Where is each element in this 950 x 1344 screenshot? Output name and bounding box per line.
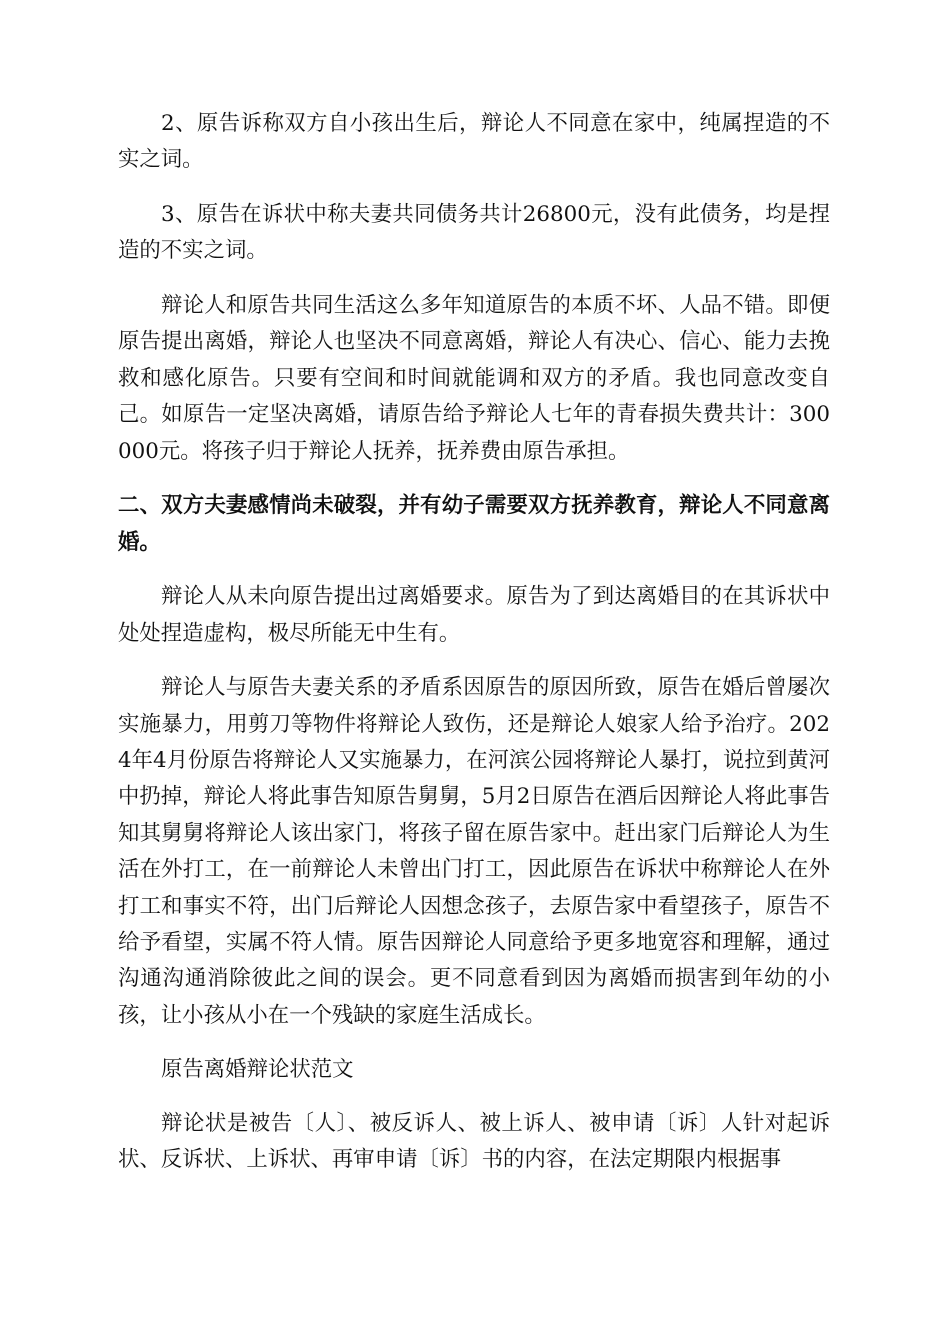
sample-title: 原告离婚辩论状范文 [161, 1057, 354, 1083]
document-page [118, 106, 830, 1197]
paragraph-no-divorce-request: 辩论人从未向原告提出过离婚要求。原告为了到达离婚目的在其诉状中处处捏造虚构，极尽所能无中生有。 [118, 584, 830, 646]
paragraph-point-2: 2、原告诉称双方自小孩出生后，辩论人不同意在家中，纯属捏造的不实之词。 [118, 111, 830, 173]
paragraph-point-3: 3、原告在诉状中称夫妻共同债务共计26800元，没有此债务，均是捏造的不实之词。 [118, 202, 830, 264]
paragraph-reconciliation: 辩论人和原告共同生活这么多年知道原告的本质不坏、人品不错。即便原告提出离婚，辩论人也坚决不同意离婚，辩论人有决心、信心、能力去挽救和感化原告。只要有空间和时间就能调和双方的矛盾。我也同意改变自己。如原告一定坚决离婚，请原告给予辩论人七年的青春损失费共计：300000元。将孩子归于辩论人抚养，抚养费由原告承担。 [118, 293, 830, 464]
paragraph-definition: 辩论状是被告〔人〕、被反诉人、被上诉人、被申请〔诉〕人针对起诉状、反诉状、上诉状、再审申请〔诉〕书的内容，在法定期限内根据事 [118, 1110, 830, 1173]
section-heading-2: 二、双方夫妻感情尚未破裂，并有幼子需要双方抚养教育，辩论人不同意离婚。 [118, 493, 830, 555]
paragraph-conflict-cause: 辩论人与原告夫妻关系的矛盾系因原告的原因所致，原告在婚后曾屡次实施暴力，用剪刀等物件将辩论人致伤，还是辩论人娘家人给予治疗。2024年4月份原告将辩论人又实施暴力，在河滨公园将辩论人暴打，说拉到黄河中扔掉，辩论人将此事告知原告舅舅，5月2日原告在酒后因辩论人将此事告知其舅舅将辩论人该出家门，将孩子留在原告家中。赶出家门后辩论人为生活在外打工，在一前辩论人未曾出门打工，因此原告在诉状中称辩论人在外打工和事实不符，出门后辩论人因想念孩子，去原告家中看望孩子，原告不给予看望，实属不符人情。原告因辩论人同意给予更多地宽容和理解，通过沟通沟通消除彼此之间的误会。更不同意看到因为离婚而损害到年幼的小孩，让小孩从小在一个残缺的家庭生活成长。 [118, 675, 830, 1028]
